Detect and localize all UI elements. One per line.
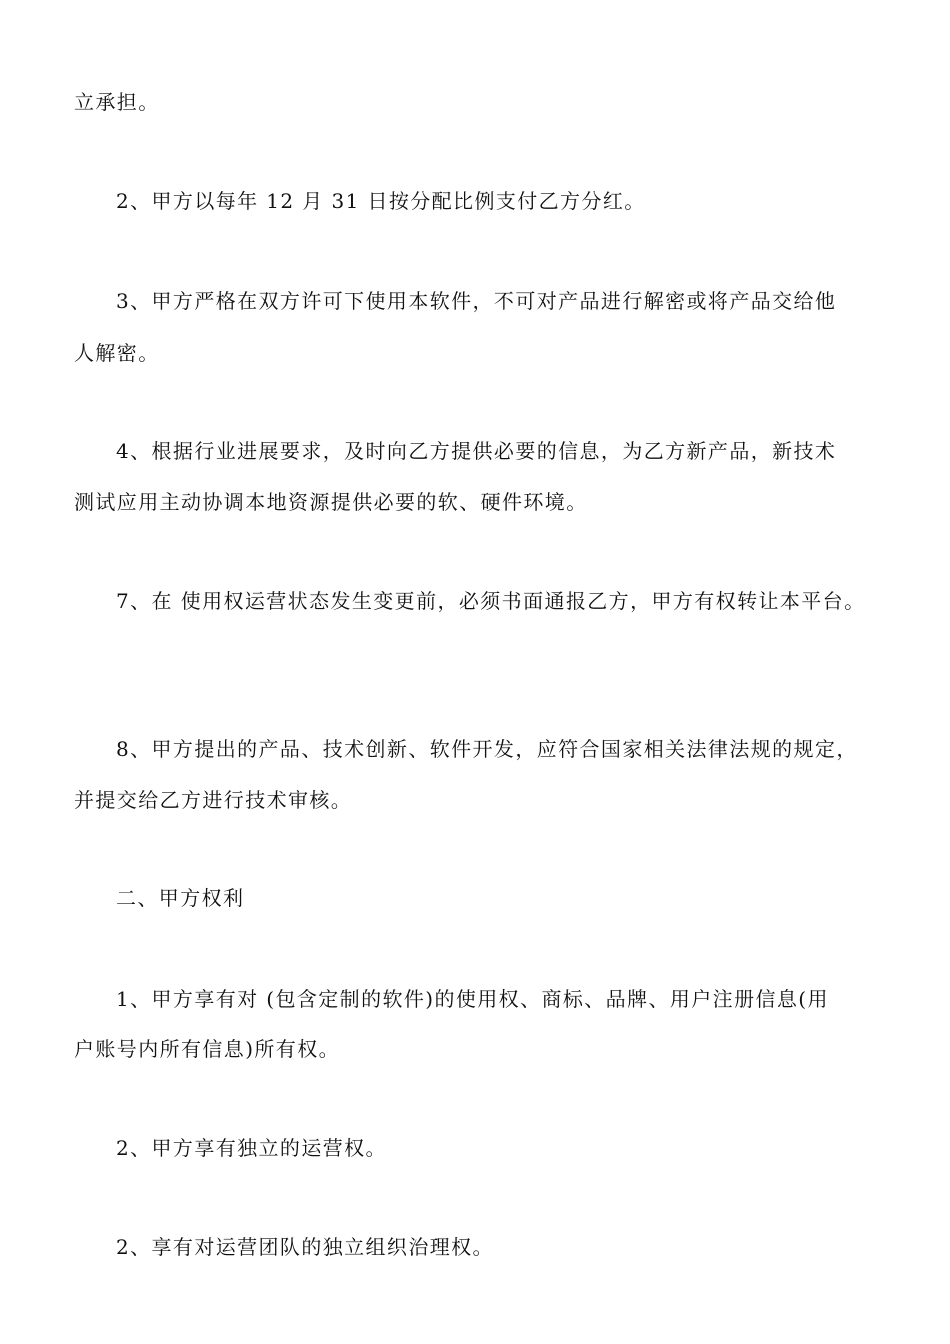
paragraph-line: 8、甲方提出的产品、技术创新、软件开发，应符合国家相关法律法规的规定， xyxy=(116,737,858,761)
paragraph-line: 人解密。 xyxy=(74,341,160,365)
paragraph-line: 测试应用主动协调本地资源提供必要的软、硬件环境。 xyxy=(74,490,588,514)
paragraph-line: 立承担。 xyxy=(74,90,160,114)
paragraph-line: 4、根据行业进展要求，及时向乙方提供必要的信息，为乙方新产品，新技术 xyxy=(116,439,837,463)
section-heading: 二、甲方权利 xyxy=(116,886,245,910)
paragraph-line: 1、甲方享有对 (包含定制的软件)的使用权、商标、品牌、用户注册信息(用 xyxy=(116,987,829,1011)
paragraph-line: 3、甲方严格在双方许可下使用本软件，不可对产品进行解密或将产品交给他 xyxy=(116,289,837,313)
paragraph-line: 7、在 使用权运营状态发生变更前，必须书面通报乙方，甲方有权转让本平台。 xyxy=(116,589,866,613)
paragraph-line: 2、甲方享有独立的运营权。 xyxy=(116,1136,387,1160)
paragraph-line: 并提交给乙方进行技术审核。 xyxy=(74,788,353,812)
paragraph-line: 2、享有对运营团队的独立组织治理权。 xyxy=(116,1235,494,1259)
paragraph-line: 2、甲方以每年 12 月 31 日按分配比例支付乙方分红。 xyxy=(116,189,646,213)
paragraph-line: 户账号内所有信息)所有权。 xyxy=(74,1037,341,1061)
